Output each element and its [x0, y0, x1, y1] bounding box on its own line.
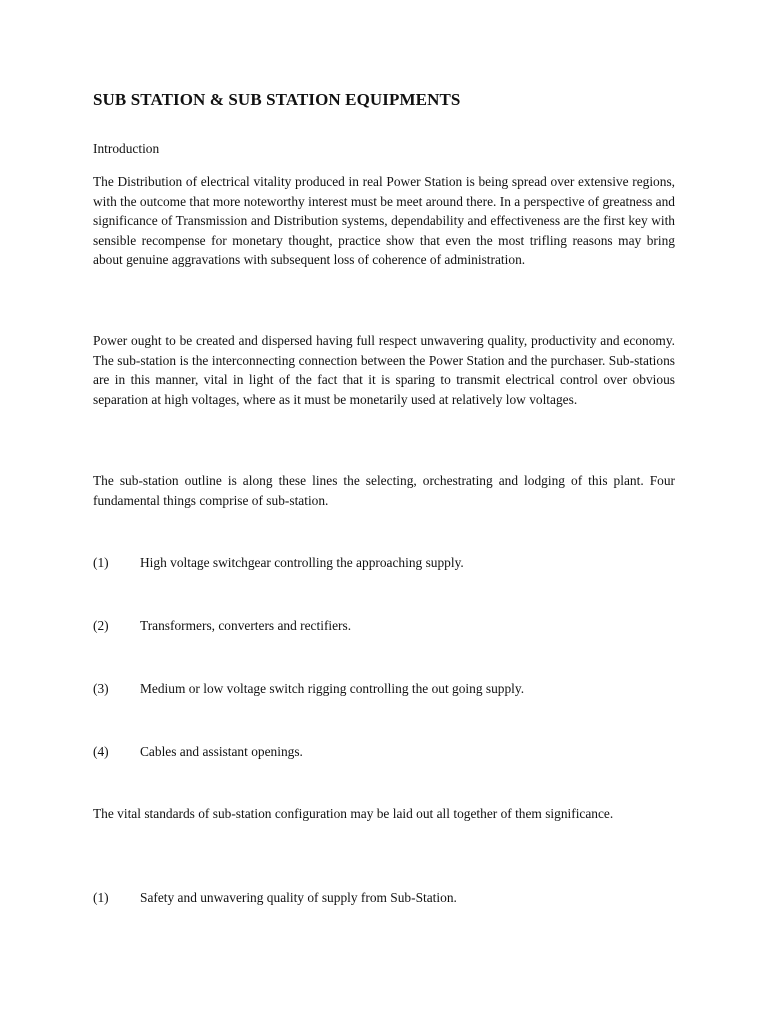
paragraph-vital-standards: The vital standards of sub-station configuration may be laid out all together of them significance. — [93, 806, 614, 821]
list-item-text: Safety and unwavering quality of supply from Sub-Station. — [140, 890, 457, 905]
list-item-text: Transformers, converters and rectifiers. — [140, 618, 352, 633]
list-item-text: Medium or low voltage switch rigging controlling the out going supply. — [140, 681, 525, 696]
list-item-number: (2) — [93, 618, 109, 633]
section-heading-introduction: Introduction — [93, 141, 160, 156]
paragraph-substation-outline: The sub-station outline is along these lines the selecting, orchestrating and lodging of this plant. Four fundamental things comprise of sub-station. — [93, 473, 675, 508]
paragraph-distribution: The Distribution of electrical vitality produced in real Power Station is being spread over extensive regions, with the outcome that more noteworthy interest must be meet around there. In a perspective of greatness and significance of Transmission and Distribution systems, dependability and effectiveness are the first key with sensible recompense for monetary thought, practice show that even the most trifling reasons may bring about genuine aggravations with subsequent loss of coherence of administration. — [93, 174, 675, 267]
list-item-number: (1) — [93, 555, 109, 570]
document-title: SUB STATION & SUB STATION EQUIPMENTS — [93, 90, 461, 109]
list-item-text: High voltage switchgear controlling the approaching supply. — [140, 555, 464, 570]
paragraph-power-created: Power ought to be created and dispersed having full respect unwavering quality, productivity and economy. The sub-station is the interconnecting connection between the Power Station and the purchaser. Sub-stations are in this manner, vital in light of the fact that it is sparing to transmit electrical control over obvious separation at high voltages, where as it must be monetarily used at relatively low voltages. — [93, 333, 675, 407]
list-item-text: Cables and assistant openings. — [140, 744, 303, 759]
list-item-number: (1) — [93, 890, 109, 905]
list-item-number: (3) — [93, 681, 109, 696]
list-item-number: (4) — [93, 744, 109, 759]
